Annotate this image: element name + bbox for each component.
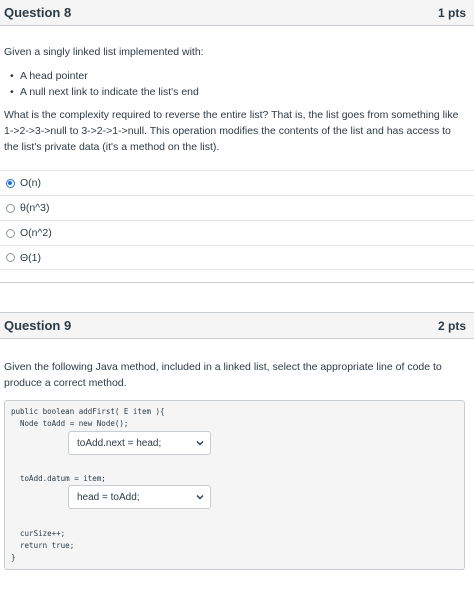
answer-option[interactable]: [0, 245, 474, 270]
chevron-down-icon: [196, 494, 204, 500]
radio-selected-icon[interactable]: [6, 179, 15, 188]
question-8-divider: [0, 282, 474, 283]
bullet-item: • A null next link to indicate the list's end: [10, 86, 199, 98]
question-9-prompt: Given the following Java method, included in a linked list, select the appropriate line of code to produce a correct method.: [4, 361, 442, 389]
question-8-intro: Given a singly linked list implemented with:: [4, 46, 204, 58]
bullet-dot-icon: •: [10, 70, 14, 82]
chevron-down-icon: [196, 440, 204, 446]
question-8-header: [0, 0, 474, 26]
question-8-answers: [0, 170, 474, 270]
answer-label: O(n): [20, 177, 41, 189]
answer-dropdown-1[interactable]: [68, 431, 211, 455]
question-8-points: 1 pts: [437, 5, 466, 20]
code-line: toAdd.datum = item;: [11, 474, 106, 483]
question-9-header: [0, 312, 474, 339]
dropdown-selected-value: toAdd.next = head;: [77, 437, 162, 449]
code-line: public boolean addFirst( E item ){: [11, 407, 165, 416]
question-8-bullet-list: [10, 68, 199, 100]
radio-icon[interactable]: [6, 204, 15, 213]
question-8-prompt: What is the complexity required to reverse the entire list? That is, the list goes from something like 1->2->3->null to 3->2->1->null. This operation modifies the contents of the list and has access to the list's private data (it's a method on the list).: [4, 109, 459, 153]
radio-icon[interactable]: [6, 253, 15, 262]
code-line: Node toAdd = new Node();: [11, 419, 129, 428]
answer-option[interactable]: [0, 170, 474, 195]
question-8-title: Question 8: [4, 5, 72, 20]
code-block: [4, 400, 465, 570]
code-line: curSize++;: [11, 529, 66, 538]
code-line: }: [11, 553, 16, 562]
answer-option[interactable]: [0, 220, 474, 245]
radio-icon[interactable]: [6, 229, 15, 238]
question-9-points: 2 pts: [437, 318, 466, 333]
code-line: return true;: [11, 541, 75, 550]
answer-label: θ(n^3): [20, 202, 50, 214]
answer-option[interactable]: [0, 195, 474, 220]
bullet-dot-icon: •: [10, 86, 14, 98]
bullet-item: • A head pointer: [10, 70, 88, 82]
answer-dropdown-2[interactable]: [68, 485, 211, 509]
question-9-title: Question 9: [4, 318, 72, 333]
answer-label: Θ(1): [20, 251, 41, 264]
answer-label: O(n^2): [20, 227, 52, 239]
dropdown-selected-value: head = toAdd;: [77, 491, 140, 503]
